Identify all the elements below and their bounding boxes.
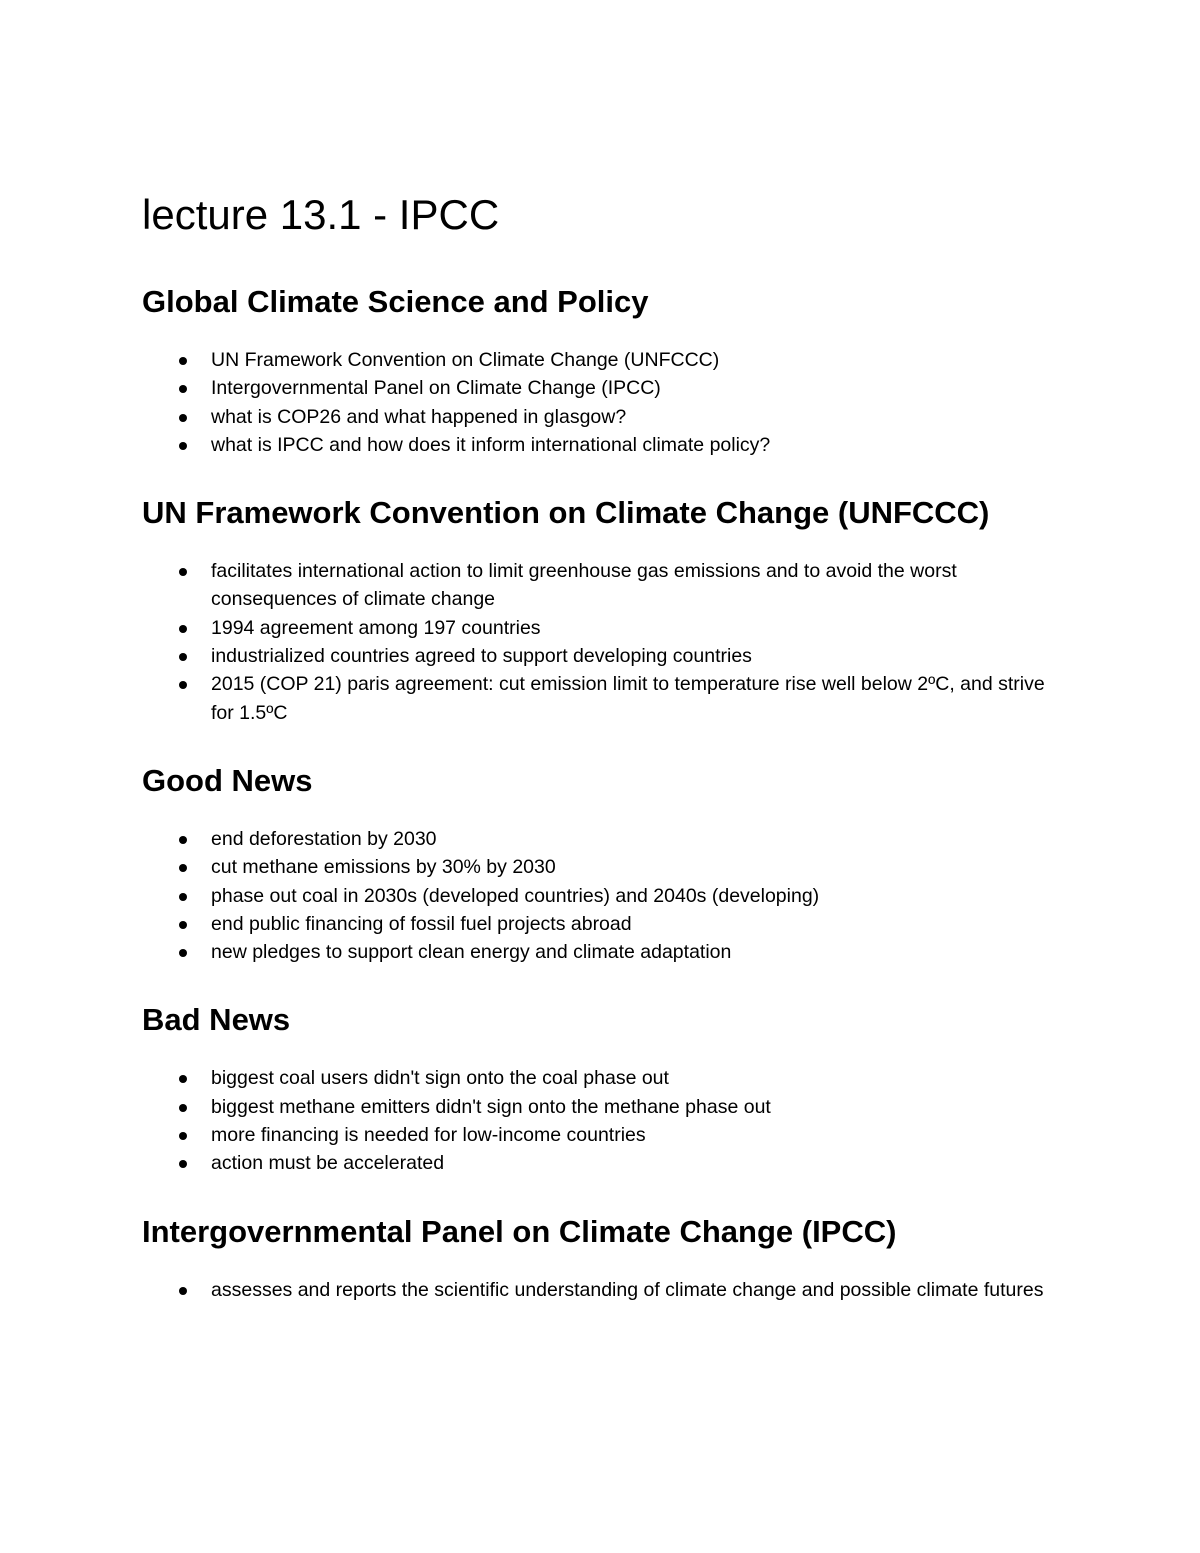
bullet-icon (179, 949, 187, 957)
list-item (142, 374, 1062, 402)
list-item-text: end deforestation by 2030 (211, 827, 437, 850)
list-item-text: phase out coal in 2030s (developed countries) and 2040s (developing) (211, 884, 820, 907)
list-item-text: what is COP26 and what happened in glasgow? (211, 405, 627, 428)
list-item-text: 1994 agreement among 197 countries (211, 616, 541, 639)
bullet-icon (179, 414, 187, 422)
list-item-text: more financing is needed for low-income countries (211, 1124, 646, 1147)
section-heading: Intergovernmental Panel on Climate Change (IPCC) (142, 1213, 897, 1249)
list-item-text: new pledges to support clean energy and climate adaptation (211, 941, 732, 964)
bullet-icon (179, 1104, 187, 1112)
section-heading: Good News (142, 762, 313, 798)
section-good-news (142, 763, 1062, 966)
list-item-text: industrialized countries agreed to support developing countries (211, 645, 752, 668)
list-item (142, 910, 1062, 938)
bullet-icon (179, 864, 187, 872)
bullet-icon (179, 653, 187, 661)
bullet-list (142, 1276, 1062, 1304)
section-global-climate-science (142, 284, 1062, 459)
list-item-text: facilitates international action to limit greenhouse gas emissions and to avoid the worst consequences of climate change (211, 560, 957, 611)
bullet-list (142, 1064, 1062, 1177)
bullet-list (142, 346, 1062, 459)
bullet-icon (179, 357, 187, 365)
list-item (142, 403, 1062, 431)
list-item (142, 825, 1062, 853)
list-item (142, 1121, 1062, 1149)
bullet-icon (179, 568, 187, 576)
list-item-text: Intergovernmental Panel on Climate Change (IPCC) (211, 377, 661, 400)
list-item-text: end public financing of fossil fuel projects abroad (211, 912, 632, 935)
section-bad-news (142, 1002, 1062, 1177)
list-item-text: action must be accelerated (211, 1152, 445, 1175)
list-item-text: biggest coal users didn't sign onto the coal phase out (211, 1067, 669, 1090)
bullet-icon (179, 625, 187, 633)
list-item (142, 670, 1062, 727)
bullet-icon (179, 1132, 187, 1140)
bullet-icon (179, 836, 187, 844)
list-item-text: 2015 (COP 21) paris agreement: cut emission limit to temperature rise well below 2ºC, and strive for 1.5ºC (211, 673, 1045, 724)
list-item (142, 614, 1062, 642)
bullet-icon (179, 1160, 187, 1168)
list-item (142, 882, 1062, 910)
bullet-icon (179, 442, 187, 450)
bullet-icon (179, 385, 187, 393)
bullet-icon (179, 681, 187, 689)
bullet-list (142, 557, 1062, 727)
list-item (142, 853, 1062, 881)
list-item (142, 938, 1062, 966)
section-ipcc (142, 1214, 1062, 1304)
section-heading: Global Climate Science and Policy (142, 284, 649, 319)
bullet-icon (179, 921, 187, 929)
document-body (142, 190, 1062, 1304)
list-item-text: cut methane emissions by 30% by 2030 (211, 856, 556, 879)
list-item-text: assesses and reports the scientific understanding of climate change and possible climate futures (211, 1278, 1044, 1301)
list-item (142, 1149, 1062, 1177)
bullet-icon (179, 1075, 187, 1083)
list-item (142, 1064, 1062, 1092)
list-item (142, 642, 1062, 670)
list-item (142, 431, 1062, 459)
document-title: lecture 13.1 - IPCC (142, 191, 500, 238)
list-item (142, 1093, 1062, 1121)
bullet-icon (179, 893, 187, 901)
list-item (142, 346, 1062, 374)
list-item-text: biggest methane emitters didn't sign onto the methane phase out (211, 1095, 771, 1118)
list-item (142, 1276, 1062, 1304)
section-heading: UN Framework Convention on Climate Change (UNFCCC) (142, 495, 990, 531)
list-item (142, 557, 1062, 614)
bullet-icon (179, 1287, 187, 1295)
bullet-list (142, 825, 1062, 966)
section-heading: Bad News (142, 1002, 291, 1038)
list-item-text: what is IPCC and how does it inform international climate policy? (211, 433, 771, 456)
list-item-text: UN Framework Convention on Climate Change (UNFCCC) (211, 349, 720, 371)
section-unfccc (142, 495, 1062, 727)
